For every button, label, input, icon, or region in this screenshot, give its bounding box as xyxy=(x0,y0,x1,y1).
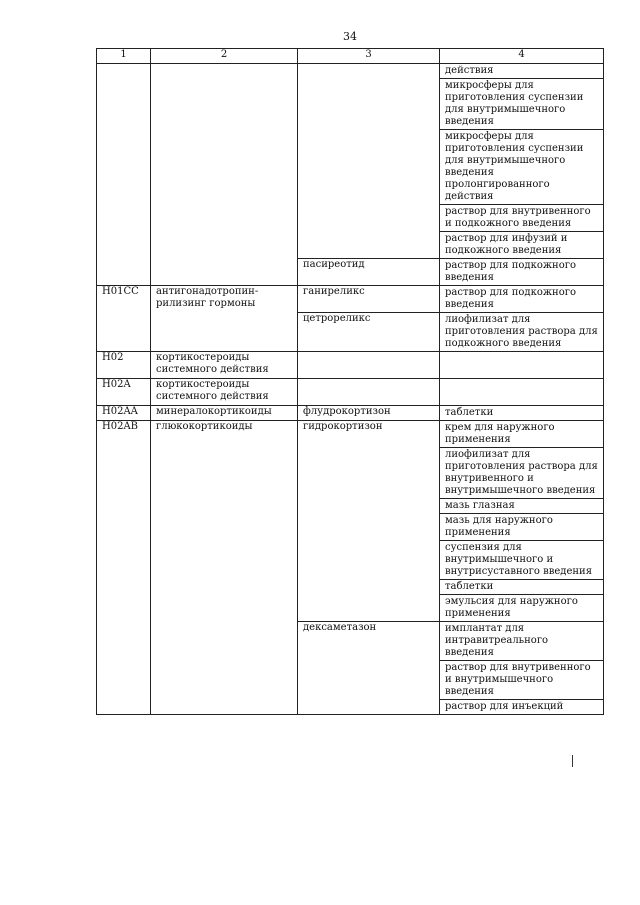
drug-name-cell xyxy=(298,352,440,379)
dosage-form: таблетки xyxy=(445,407,494,418)
column-header: 4 xyxy=(440,49,604,64)
forms-cell xyxy=(440,379,604,406)
dosage-form: раствор для внутривенного и внутримышечного введения xyxy=(440,661,603,700)
group-cell xyxy=(151,64,298,286)
code-cell: H02 xyxy=(97,352,151,379)
code-cell: H02A xyxy=(97,379,151,406)
dosage-form: мазь для наружного применения xyxy=(440,514,603,541)
drug-name-cell xyxy=(298,379,440,406)
page-number: 34 xyxy=(343,30,357,43)
table-row xyxy=(97,64,604,259)
column-header: 3 xyxy=(298,49,440,64)
dosage-form xyxy=(440,379,603,405)
dosage-form: лиофилизат для приготовления раствора для подкожного введения xyxy=(445,314,598,349)
forms-cell xyxy=(440,259,604,286)
forms-cell xyxy=(440,286,604,313)
code-cell: H02AA xyxy=(97,406,151,421)
column-header: 2 xyxy=(151,49,298,64)
dosage-form: микросферы для приготовления суспензии для внутримышечного введения xyxy=(440,79,603,130)
dosage-form: мазь глазная xyxy=(440,499,603,514)
forms-cell xyxy=(440,313,604,352)
dosage-form: имплантат для интравитреального введения xyxy=(440,622,603,661)
drug-name-cell: пасиреотид xyxy=(298,259,440,286)
forms-cell xyxy=(440,421,604,622)
drug-name-cell: цетрореликс xyxy=(298,313,440,352)
code-cell xyxy=(97,64,151,286)
group-cell: антигонадотропин-рилизинг гормоны xyxy=(151,286,298,352)
dosage-form: раствор для инъекций xyxy=(445,701,564,712)
drug-name-cell: ганиреликс xyxy=(298,286,440,313)
group-cell: глюкокортикоиды xyxy=(151,421,298,715)
group-cell: кортикостероиды системного действия xyxy=(151,379,298,406)
code-cell: H01CC xyxy=(97,286,151,352)
table-body xyxy=(97,64,604,715)
table-row xyxy=(97,406,604,421)
dosage-form: раствор для инфузий и подкожного введения xyxy=(445,233,568,256)
forms-cell xyxy=(440,64,604,259)
group-cell: минералокортикоиды xyxy=(151,406,298,421)
group-cell: кортикостероиды системного действия xyxy=(151,352,298,379)
dosage-form: таблетки xyxy=(440,580,603,595)
dosage-form: действия xyxy=(440,64,603,79)
dosage-form: лиофилизат для приготовления раствора для внутривенного и внутримышечного введения xyxy=(440,448,603,499)
table-row xyxy=(97,286,604,313)
margin-mark xyxy=(572,755,573,767)
dosage-form: раствор для внутривенного и подкожного введения xyxy=(440,205,603,232)
dosage-form: микросферы для приготовления суспензии для внутримышечного введения пролонгированного действия xyxy=(440,130,603,205)
column-header: 1 xyxy=(97,49,151,64)
dosage-form: суспензия для внутримышечного и внутрисуставного введения xyxy=(440,541,603,580)
table-row xyxy=(97,421,604,622)
dosage-form xyxy=(440,352,603,378)
table-row xyxy=(97,352,604,379)
table-header-row xyxy=(97,49,604,64)
drug-name-cell: дексаметазон xyxy=(298,622,440,715)
drug-name-cell: гидрокортизон xyxy=(298,421,440,622)
forms-cell xyxy=(440,352,604,379)
drug-name-cell: флудрокортизон xyxy=(298,406,440,421)
drug-name-cell xyxy=(298,64,440,259)
table-row xyxy=(97,379,604,406)
code-cell: H02AB xyxy=(97,421,151,715)
forms-cell xyxy=(440,622,604,715)
dosage-form: раствор для подкожного введения xyxy=(445,260,576,283)
forms-cell xyxy=(440,406,604,421)
dosage-form: раствор для подкожного введения xyxy=(445,287,576,310)
dosage-form: крем для наружного применения xyxy=(440,421,603,448)
drug-table xyxy=(96,48,604,715)
dosage-form: эмульсия для наружного применения xyxy=(445,596,578,619)
